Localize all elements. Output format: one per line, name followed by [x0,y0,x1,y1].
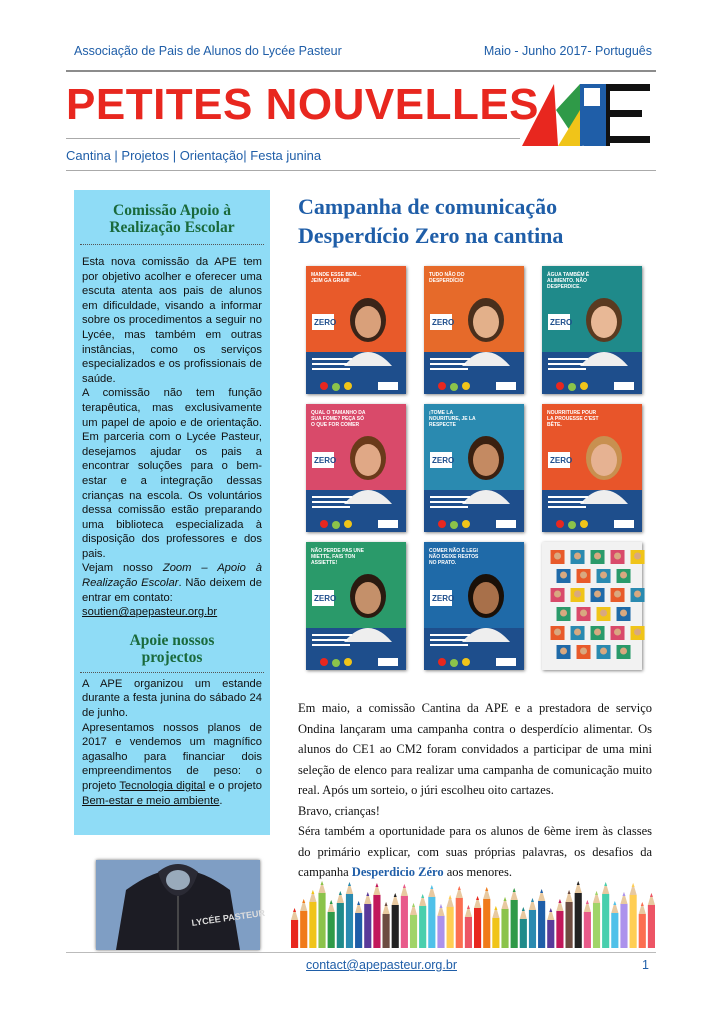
campaign-poster [306,266,406,394]
logo-text: APE [582,146,585,147]
sidebar-dotted-rule [80,236,264,245]
children-collage [542,542,642,670]
article-body [298,698,652,883]
poster-zero-label: ZERO [550,318,573,327]
section-nav: Cantina | Projetos | Orientação| Festa junina [66,148,322,163]
paragraph: Esta nova comissão da APE tem por objetivo acolher e oferecer uma escuta atenta aos pais de alunos em dificuldade, visando a informar sobre os procedimentos a seguir no Lycée, mas também em outras instâncias, como os serviços especializados e os profissionais de saúde. [82,256,262,385]
title-divider [66,138,520,139]
pencil [501,897,508,948]
page-number: 1 [642,958,649,972]
poster-zero-label: ZERO [432,594,455,603]
pencil [630,883,637,948]
pencil [410,903,417,948]
campaign-poster [424,266,524,394]
pencil [364,892,371,948]
poster-headline: NOURRITURE POUR LA PROUESSE C'EST BÊTE. [547,410,599,428]
campaign-poster [424,404,524,532]
poster-headline: MANDE ESSE BEM... JEIM GA GRAM! [311,272,361,284]
pencil [447,895,454,948]
poster-zero-label: ZERO [314,318,337,327]
pencil [611,901,618,948]
poster-grid [296,262,658,672]
pencil [566,890,573,948]
sidebar-text-projectos [74,677,270,808]
paragraph: Em maio, a comissão Cantina da APE e a prestadora de serviço Ondina lançaram uma campanha contra o desperdício alimentar. Os alunos do CE1 ao CM2 foram convidados a participar de uma mini seleção de elenco para realizar uma campanha de comunicação muito real. Após um sorteio, o júri escolheu oito cartazes. [298,701,652,797]
poster-headline: TUDO NÃO DO DESPERDÍCIO [429,272,465,284]
pencil [291,908,298,948]
sweatshirt-photo [96,860,266,950]
pencil [328,900,335,948]
campaign-poster [542,404,642,532]
poster-zero-label: ZERO [432,456,455,465]
pencil [383,902,390,948]
pencil [520,907,527,948]
pencil [373,883,380,948]
pencil [309,890,316,948]
colored-pencils-image [290,872,656,948]
pencil [556,899,563,948]
paragraph: Séra também a oportunidade para os alunos de 6ème irem às classes do primário explicar, com suas próprias palavras, os desafios da campanha Desperdicio Zéro aos menores. [298,824,652,879]
pencil [648,893,655,948]
poster-zero-label: ZERO [432,318,455,327]
footer-divider [66,952,656,953]
pencil [538,889,545,948]
sidebar-text-apoio [74,255,270,620]
campaign-poster [424,542,524,670]
pencil [620,892,627,948]
pencil [456,886,463,948]
poster-zero-label: ZERO [314,594,337,603]
poster-zero-label: ZERO [314,456,337,465]
pencil [492,906,499,948]
footer-email-link[interactable]: contact@apepasteur.org.br [306,958,457,972]
sidebar-dotted-rule [80,666,264,673]
pencil [437,904,444,948]
pencil [511,888,518,948]
pencil [483,887,490,948]
pencil [584,900,591,948]
pencil [529,898,536,948]
sidebar-heading-projectos: Apoie nossos projectos [129,631,215,666]
poster-headline: COMER NÃO É LEGI NÃO DEIXE RESTOS NO PRATO. [429,548,479,566]
sweatshirt-label: LYCÉE PASTEUR [190,907,266,928]
poster-zero-label: ZERO [550,456,573,465]
sidebar [74,190,270,835]
newsletter-title: PETITES NOUVELLES [66,80,540,129]
pencil [355,901,362,948]
pencil [547,908,554,948]
pencil [602,882,609,948]
pencil [318,881,325,948]
pencil [419,894,426,948]
campaign-poster [306,542,406,670]
paragraph: Bravo, crianças! [298,803,380,818]
header-divider [66,70,656,72]
pencil [346,882,353,948]
nav-divider [66,170,656,171]
apoio-email-link[interactable]: soutien@apepasteur.org.br [82,606,218,619]
pencil [428,885,435,948]
pencil [575,881,582,948]
edition-date: Maio - Junho 2017- Português [483,44,652,58]
tecnologia-digital-link[interactable]: Tecnologia digital [119,780,206,792]
paragraph: Apresentamos nossos planos de 2017 e vendemos um magnífico agasalho para financiar dois empreendimentos de peso: o projeto Tecnologia digital e o projeto Bem-estar e meio ambiente. [82,721,262,807]
article-title: Campanha de comunicação Desperdício Zero na cantina [298,194,564,248]
pencil [401,884,408,948]
bem-estar-link[interactable]: Bem-estar e meio ambiente [82,794,220,807]
paragraph: A APE organizou um estande durante a festa junina do sábado 24 de junho. [82,677,262,720]
association-name: Associação de Pais de Alunos do Lycée Pasteur [74,44,342,58]
poster-headline: ÁGUA TAMBÉM É ALIMENTO. NÃO DESPERDICE. [547,272,590,290]
sidebar-heading-apoio: Comissão Apoio à Realização Escolar [109,202,235,236]
pencil [593,891,600,948]
pencil [337,891,344,948]
poster-headline: QUAL O TAMANHO DA SUA FOME? PEÇA SÓ O QUE FOR COMER [311,410,366,428]
pencil [639,902,646,948]
pencil [392,893,399,948]
paragraph: Vejam nosso Zoom – Apoio à Realização Escolar. Não deixem de entrar em contato: [82,562,262,604]
campaign-poster [542,266,642,394]
poster-headline: ¡TOME LA NOURITURE, JE LA RESPECTE [429,410,476,428]
pencil [474,896,481,948]
paragraph: A comissão não tem função terapêutica, mas exclusivamente um papel de apoio e de orientação. Em parceria com o Lycée Pasteur, desejamos ajudar os pais a encontrar soluções para o bem-estar e a integração dessas crianças na escola. Os voluntários dessa comissão estão preparando uma biblioteca especializada à disposição dos professores e dos pais. [82,387,262,560]
pencil [465,905,472,948]
ape-logo [522,80,660,146]
campaign-poster [306,404,406,532]
poster-headline: NÃO PERDE PAS UNE MIETTE, FAIS TON ASSIETTE! [311,548,364,566]
pencil [300,899,307,948]
